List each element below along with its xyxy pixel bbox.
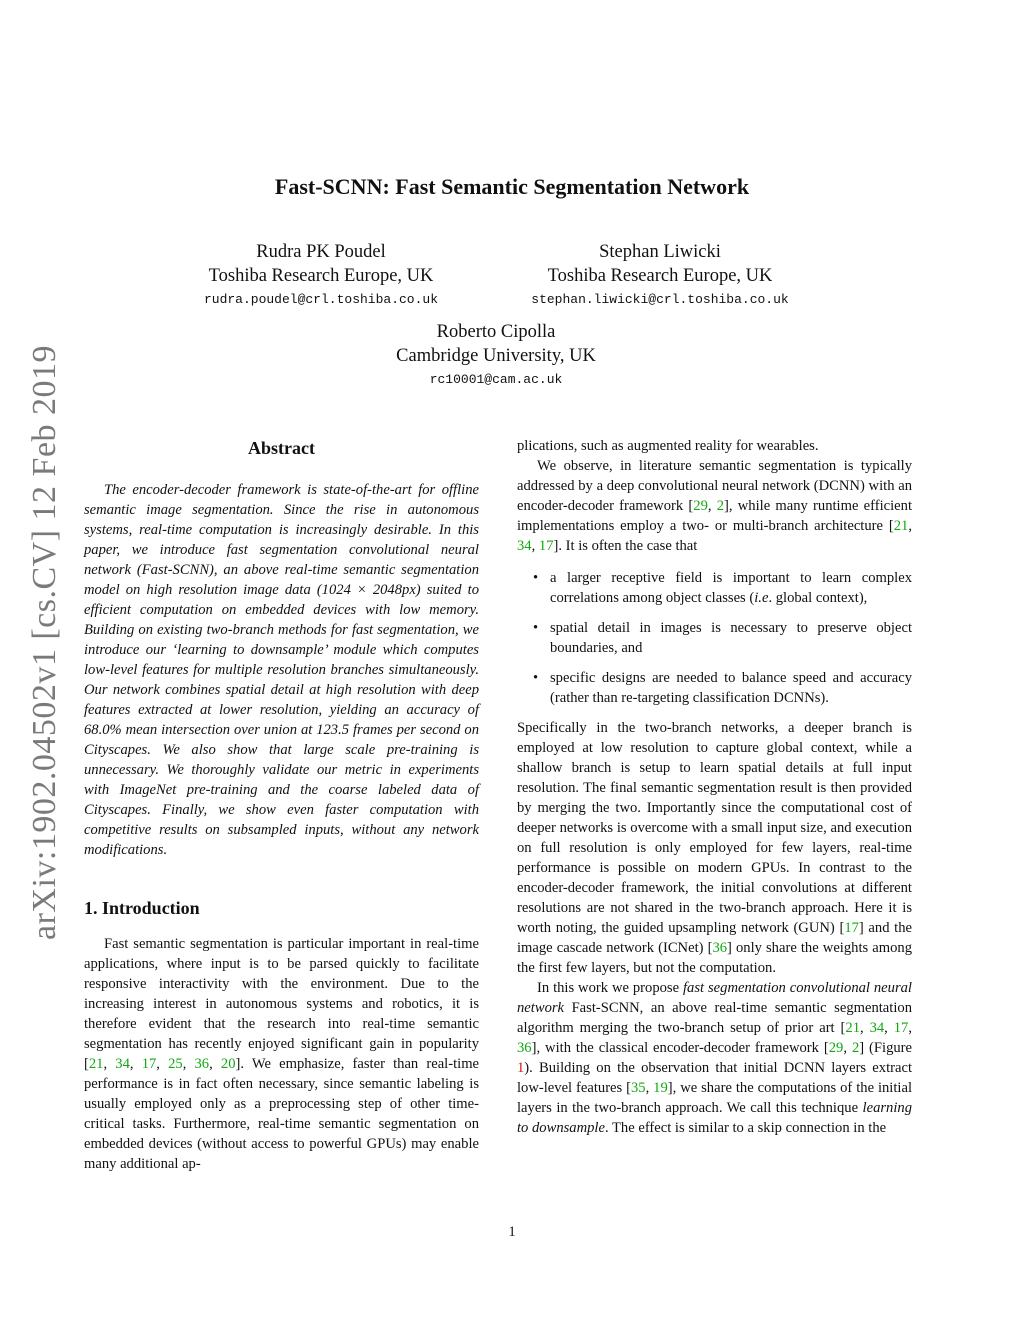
intro-paragraph-2: We observe, in literature semantic segmentation is typically addressed by a deep convolutional neural network (DCNN) with an encoder-decoder framework [29, 2], while many runtime efficient implementations employ a two- or multi-branch architecture [21, 34, 17]. It is often the case that [517,458,913,554]
author-name: Stephan Liwicki [599,242,721,262]
text-run: ). Building on the observation that initial DCNN layers extract low-level features [ [517,1060,912,1096]
introduction-heading: 1. Introduction [84,898,200,918]
list-item [517,568,912,608]
intro-paragraph-3 [517,718,912,978]
citation-link[interactable]: 25 [168,1056,183,1072]
text-run: ], we share the computations of the initial layers in the two-branch approach. We call this technique [517,1080,913,1116]
list-item [517,668,912,708]
text-run: ] and the image cascade network (ICNet) [ [517,920,912,956]
citation-link[interactable]: 2 [851,1040,860,1056]
text-run: ]. We emphasize, faster than real-time performance is in fact often necessary, since semantic labeling is usually employed only as a preprocessing step of other time-critical tasks. Furthermore, real-time semantic segmentation on embedded devices (without access to powerful GPUs) may enable many additional ap- [84,1056,480,1172]
text-run: a larger receptive field is important to learn complex correlations among object classes ( [550,570,912,606]
text-run: Specifically in the two-branch networks, a deeper branch is employed at low resolution to capture global context, while a shallow branch is setup to learn spatial details at full input resolution. The final semantic segmentation result is then provided by merging the two. Importantly since the computational cost of deeper networks is overcome with a small input size, and execution on full resolution is only employed for few layers, real-time performance is possible on modern GPUs. In contrast to the encoder-decoder framework, the initial convolutions at different resolutions are not shared in the two-branch approach. Here it is worth noting, the guided upsampling network (GUN) [ [517,720,912,936]
citation-link[interactable]: 34 [869,1020,885,1036]
author-block [346,320,646,392]
text-run: spatial detail in images is necessary to preserve object boundaries, and [550,620,912,656]
citation-link[interactable]: 21 [88,1056,104,1072]
citation-link[interactable]: 34 [517,538,532,554]
left-column [84,436,479,1174]
text-run: In this work we propose [537,980,683,996]
citation-link[interactable]: 21 [893,518,909,534]
citation-link[interactable]: 21 [845,1020,860,1036]
author-affiliation: Toshiba Research Europe, UK [208,266,434,286]
intro-paragraph-1: Fast semantic segmentation is particular important in real-time applications, where input is to be parsed quickly to facilitate responsive interactivity with the environment. Due to the increasing interest in autonomous systems and robotics, it is therefore evident that the research into real-time semantic segmentation has recently enjoyed significant gain in popularity [21, 34, 17, 25, 36, 20]. We emphasize, faster than real-time performance is in fact often necessary, since semantic labeling is usually employed only as a preprocessing step of other time-critical tasks. Furthermore, real-time semantic segmentation on embedded devices (without access to powerful GPUs) may enable many additional ap- [84,936,480,1172]
bullet-list [517,568,912,708]
text-run: specific designs are needed to balance speed and accuracy (rather than re-targeting classification DCNNs). [550,670,912,706]
citation-link[interactable]: 19 [653,1080,668,1096]
intro-paragraph-4: In this work we propose fast segmentation convolutional neural network Fast-SCNN, an above real-time semantic segmentation algorithm merging the two-branch setup of prior art [21, 34, 17, 36], with the classical encoder-decoder framework [29, 2] (Figure 1). Building on the observation that initial DCNN layers extract low-level features [35, 19], we share the computations of the initial layers in the two-branch approach. We call this technique learning to downsample. The effect is similar to a skip connection in the [517,980,913,1136]
author-affiliation: Cambridge University, UK [396,346,596,366]
abstract-text: The encoder-decoder framework is state-of-the-art for offline semantic image segmentation. Since the rise in autonomous systems, real-time computation is increasingly desirable. In this paper, we introduce fast segmentation convolutional neural network (Fast-SCNN), an above real-time semantic segmentation model on high resolution image data (1024 × 2048px) suited to efficient computation on embedded devices with low memory. Building on existing two-branch methods for fast segmentation, we introduce our ‘learning to downsample’ module which computes low-level features for multiple resolution branches simultaneously. Our network combines spatial detail at high resolution with deep features extracted at lower resolution, yielding an accuracy of 68.0% mean intersection over union at 123.5 frames per second on Cityscapes. We also show that large scale pre-training is unnecessary. We thoroughly validate our metric in experiments with ImageNet pre-training and the coarse labeled data of Cityscapes. Finally, we show even faster computation with competitive results on subsampled inputs, without any network modifications. [84,482,479,858]
text-run: Fast-SCNN, an above real-time semantic segmentation algorithm merging the two-branch setup of prior art [ [517,1000,912,1036]
page-number: 1 [508,1224,516,1240]
text-run: ] (Figure [859,1040,912,1056]
author-block [510,240,810,312]
author-email[interactable]: rudra.poudel@crl.toshiba.co.uk [203,292,439,307]
paper-title: Fast-SCNN: Fast Semantic Segmentation Network [274,174,750,199]
citation-link[interactable]: 29 [693,498,708,514]
citation-link[interactable]: 17 [844,920,859,936]
list-item [517,618,912,658]
bullet-icon: • [533,570,539,586]
citation-link[interactable]: 20 [220,1056,236,1072]
emphasis-text: fast segmentation convolutional neural network [517,980,912,1016]
arxiv-identifier: arXiv:1902.04502v1 [cs.CV] 12 Feb 2019 [26,344,63,940]
text-run: ] only share the weights among the first few layers, but not the computation. [517,940,912,976]
text-run: . The effect is similar to a skip connection in the [604,1120,887,1136]
text-run: Fast semantic segmentation is particular important in real-time applications, where input is to be parsed quickly to facilitate responsive interactivity with the environment. Due to the increasing interest in autonomous systems and robotics, it is therefore evident that the research into real-time semantic segmentation has recently enjoyed significant gain in popularity [ [84,936,479,1072]
text-run: ], while many runtime efficient implementations employ a two- or multi-branch architecture [ [517,498,913,534]
citation-link[interactable]: 17 [141,1056,157,1072]
citation-link[interactable]: 35 [631,1080,646,1096]
figure-reference-link[interactable]: 1 [517,1060,525,1076]
citation-link[interactable]: 2 [716,498,725,514]
bullet-icon: • [533,620,539,636]
text-run: We observe, in literature semantic segmentation is typically addressed by a deep convolutional neural network (DCNN) with an encoder-decoder framework [ [517,458,912,514]
right-column [517,436,912,1138]
citation-link[interactable]: 17 [538,538,554,554]
text-run: . global context), [768,590,868,606]
bullet-icon: • [533,670,539,686]
citation-link[interactable]: 36 [517,1040,532,1056]
citation-link[interactable]: 17 [893,1020,909,1036]
text-run: ]. It is often the case that [553,538,698,554]
text-run: ], with the classical encoder-decoder framework [ [531,1040,829,1056]
citation-link[interactable]: 34 [115,1056,130,1072]
author-name: Roberto Cipolla [436,322,556,342]
citation-link[interactable]: 36 [194,1056,210,1072]
author-email[interactable]: stephan.liwicki@crl.toshiba.co.uk [531,292,789,307]
author-block [171,240,471,312]
emphasis-text: i.e [754,590,769,606]
author-affiliation: Toshiba Research Europe, UK [547,266,773,286]
abstract-heading: Abstract [248,438,315,458]
citation-link[interactable]: 29 [828,1040,844,1056]
author-name: Rudra PK Poudel [256,242,386,262]
emphasis-text: learning to downsample [517,1100,912,1136]
intro-paragraph-1-continued: plications, such as augmented reality for wearables. [517,438,819,454]
author-email[interactable]: rc10001@cam.ac.uk [429,372,563,387]
citation-link[interactable]: 36 [712,940,728,956]
